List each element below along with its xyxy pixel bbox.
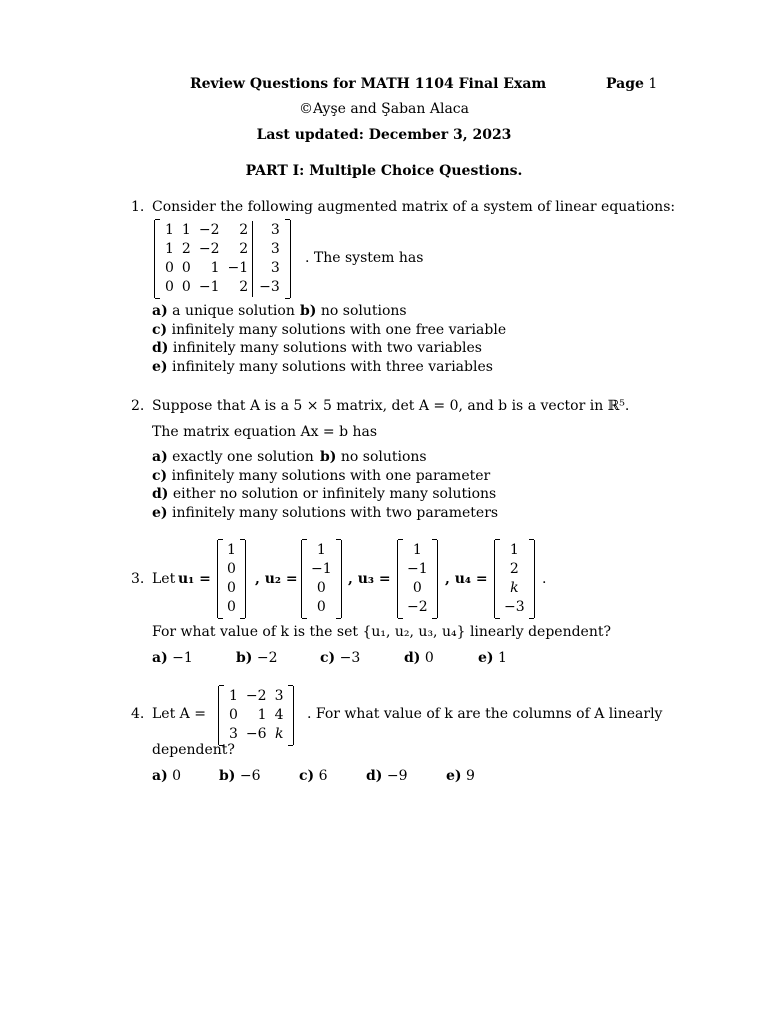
q4-matrix-entry: −2	[245, 688, 267, 704]
q4-matrix-a	[218, 686, 294, 745]
q3-u4-label: , u₄ =	[445, 571, 488, 587]
q1-matrix-entry: 2	[239, 222, 249, 238]
q1-option-a: a) a unique solution	[152, 303, 295, 319]
q1-matrix-entry: 0	[165, 260, 174, 276]
q4-option-b: b) −6	[219, 768, 261, 784]
vector-entry: −1	[407, 561, 428, 577]
q3-u2-label: , u₂ =	[255, 571, 298, 587]
q2-number: 2.	[131, 398, 145, 414]
q3-option-b: b) −2	[236, 650, 278, 666]
q4-option-e: e) 9	[446, 768, 475, 784]
copyright-line: ©Ayşe and Şaban Alaca	[299, 101, 469, 117]
q4-matrix-entry: −6	[245, 726, 267, 742]
vector-entry: 1	[509, 542, 519, 558]
q3-vector-u2	[301, 540, 342, 618]
q3-vector-u4	[494, 540, 535, 618]
q4-matrix-entry: 1	[229, 688, 238, 704]
q4-matrix-entry: 3	[229, 726, 238, 742]
vector-entry: −1	[311, 561, 332, 577]
q1-text: Consider the following augmented matrix of a system of linear equations:	[152, 199, 676, 215]
vector-entry: 1	[316, 542, 326, 558]
q4-option-a: a) 0	[152, 768, 182, 784]
q4-matrix-row	[225, 706, 287, 725]
q1-matrix-entry: −1	[198, 279, 220, 295]
vector-entry: 0	[412, 580, 422, 596]
q2-option-d: d) either no solution or infinitely many solutions	[152, 486, 497, 502]
q4-number: 4.	[131, 706, 145, 722]
q2-option-e: e) infinitely many solutions with two parameters	[152, 505, 499, 521]
q3-u1-label: u₁ =	[178, 571, 211, 587]
q2-option-b: b) no solutions	[320, 449, 427, 465]
q1-matrix-entry: 0	[181, 260, 191, 276]
q1-option-b: b) no solutions	[300, 303, 407, 319]
vector-entry: 0	[227, 599, 236, 615]
q1-matrix-entry: 1	[165, 222, 174, 238]
q1-matrix-entry: 1	[165, 241, 174, 257]
page-indicator	[606, 76, 657, 92]
q4-matrix-entry: 3	[274, 688, 284, 704]
q1-matrix-entry: 2	[239, 279, 249, 295]
part-heading: PART I: Multiple Choice Questions.	[245, 163, 523, 179]
q4-matrix-row	[225, 687, 287, 706]
q3-u3-label: , u₃ =	[348, 571, 391, 587]
page-label: Page	[606, 76, 644, 92]
q4-matrix-entry: 0	[229, 707, 238, 723]
q1-matrix-entry: 2	[239, 241, 249, 257]
q1-option-c: c) infinitely many solutions with one free variable	[152, 322, 507, 338]
q1-matrix-entry: −3	[253, 278, 284, 297]
q3-vector-u1	[217, 540, 246, 618]
q2-line2: The matrix equation Ax = b has	[152, 424, 378, 440]
vector-entry: 0	[227, 561, 236, 577]
q4-matrix-entry: 4	[274, 707, 284, 723]
q4-option-c: c) 6	[299, 768, 328, 784]
q1-matrix-entry: −1	[227, 260, 249, 276]
q1-matrix-entry: 3	[253, 221, 284, 240]
q1-matrix-entry: 0	[165, 279, 174, 295]
vector-entry: k	[510, 580, 519, 596]
q2-line1: Suppose that A is a 5 × 5 matrix, det A = 0, and b is a vector in ℝ⁵.	[152, 398, 630, 414]
q1-matrix-entry: 3	[253, 240, 284, 259]
q1-number: 1.	[131, 199, 145, 215]
q3-option-d: d) 0	[404, 650, 434, 666]
q3-option-a: a) −1	[152, 650, 193, 666]
q1-matrix-row	[161, 278, 284, 297]
q1-matrix-entry: 0	[181, 279, 191, 295]
q3-let: Let	[152, 571, 176, 587]
exam-title: Review Questions for MATH 1104 Final Exam	[190, 76, 547, 92]
vector-entry: 2	[509, 561, 519, 577]
q1-option-e: e) infinitely many solutions with three variables	[152, 359, 493, 375]
vector-entry: 0	[316, 580, 326, 596]
vector-entry: 1	[412, 542, 422, 558]
vector-entry: −2	[407, 599, 428, 615]
q1-augmented-matrix	[154, 220, 291, 298]
q2-option-c: c) infinitely many solutions with one parameter	[152, 468, 491, 484]
q3-number: 3.	[131, 571, 145, 587]
q4-matrix-entry: 1	[257, 707, 267, 723]
vector-entry: 0	[227, 580, 236, 596]
q3-option-e: e) 1	[478, 650, 507, 666]
vector-entry: −3	[504, 599, 525, 615]
q1-matrix-row	[161, 240, 284, 259]
vector-entry: 1	[227, 542, 236, 558]
q3-option-c: c) −3	[320, 650, 361, 666]
q1-after-matrix: . The system has	[305, 250, 424, 266]
q4-matrix-entry: k	[275, 726, 284, 742]
q1-matrix-entry: 2	[181, 241, 191, 257]
q3-end: .	[542, 571, 547, 587]
q1-matrix-entry: −2	[198, 241, 220, 257]
q1-option-d: d) infinitely many solutions with two variables	[152, 340, 482, 356]
q2-option-a: a) exactly one solution	[152, 449, 314, 465]
q1-matrix-entry: 1	[181, 222, 191, 238]
q1-matrix-entry: 3	[253, 259, 284, 278]
q3-vector-u3	[397, 540, 438, 618]
q4-continuation: dependent?	[152, 742, 235, 758]
q4-let: Let A =	[152, 706, 206, 722]
q1-matrix-row	[161, 259, 284, 278]
q1-matrix-entry: 1	[210, 260, 220, 276]
last-updated: Last updated: December 3, 2023	[256, 127, 512, 143]
q3-question: For what value of k is the set {u₁, u₂, u₃, u₄} linearly dependent?	[152, 624, 611, 640]
q1-matrix-entry: −2	[198, 222, 220, 238]
q1-matrix-row	[161, 221, 284, 240]
vector-entry: 0	[316, 599, 326, 615]
q4-option-d: d) −9	[366, 768, 408, 784]
page-number: 1	[648, 76, 658, 92]
q4-after-matrix: . For what value of k are the columns of A linearly	[307, 706, 663, 722]
